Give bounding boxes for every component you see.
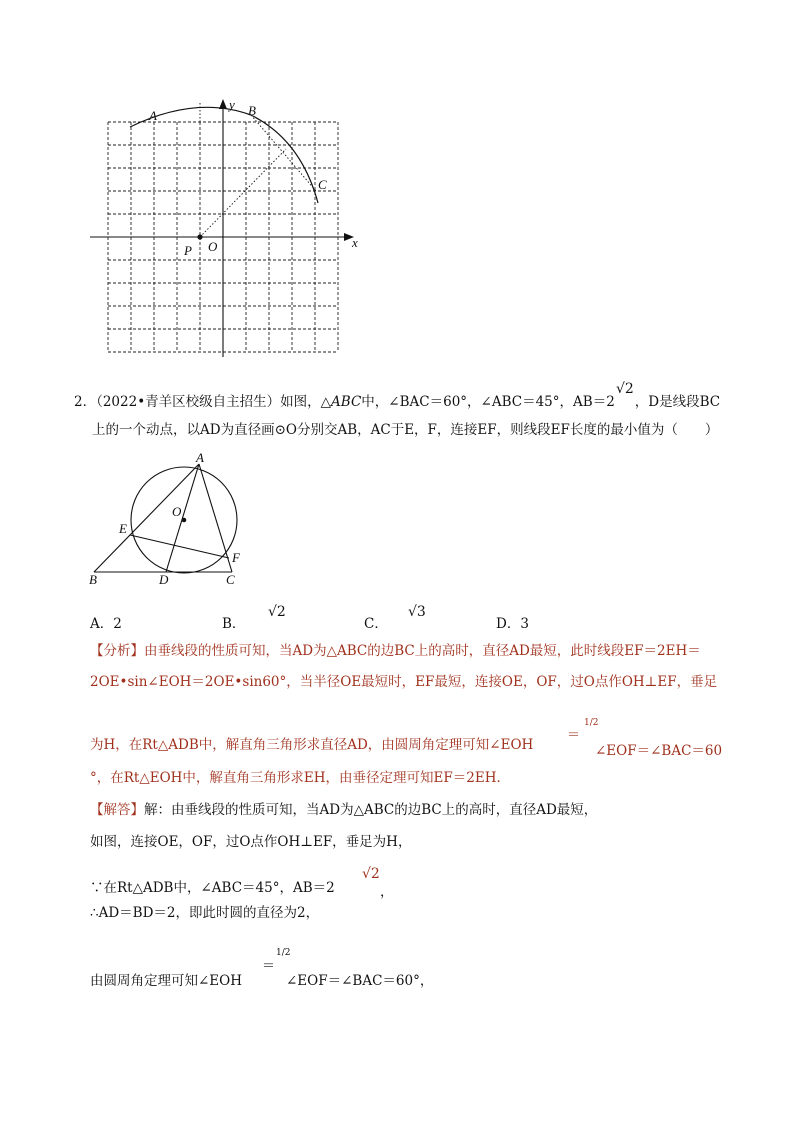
option-d: D．3 xyxy=(496,616,529,632)
analysis-line-4: °，在Rt△EOH中，解直角三角形求EH，由垂径定理可知EF＝2EH． xyxy=(90,770,510,786)
analysis-line-3-rest: ∠EOF＝∠BAC＝60 xyxy=(595,743,723,759)
fig2-label-C: C xyxy=(226,572,235,587)
question-2-line-2: 上的一个动点，以AD为直径画⊙O分别交AB，AC于E，F，连接EF，则线段EF长度的最小值为（ ） xyxy=(92,422,719,438)
analysis-half: 1/2 xyxy=(584,718,599,728)
option-b-value: √2 xyxy=(268,604,286,620)
q2-tail: ，D是线段BC xyxy=(634,394,721,410)
solution-line-5: 由圆周角定理可知∠EOH xyxy=(90,973,243,989)
analysis-text-1: 由垂线段的性质可知，当AD为△ABC的边BC上的高时，直径AD最短，此时线段EF＝2EH＝ xyxy=(144,643,701,659)
solution-tag: 【解答】 xyxy=(90,802,144,818)
q2-sqrt2: √2 xyxy=(616,381,634,397)
q2-abc: ABC xyxy=(331,394,362,410)
analysis-tag: 【分析】 xyxy=(90,643,144,659)
label-C: C xyxy=(318,177,327,192)
fig2-label-D: D xyxy=(159,572,169,587)
solution-line-1 xyxy=(90,800,597,820)
label-y: y xyxy=(229,97,235,112)
coordinate-grid-figure xyxy=(86,95,376,365)
circle-triangle-figure xyxy=(86,450,266,590)
analysis-line-3: 为H，在Rt△ADB中，解直角三角形求直径AD，由圆周角定理可知∠EOH xyxy=(90,737,534,753)
solution-half: 1/2 xyxy=(276,948,291,958)
solution-sqrt2: √2 xyxy=(362,866,380,882)
solution-eq: ＝ xyxy=(262,959,276,974)
solution-line-5-rest: ∠EOF＝∠BAC＝60°， xyxy=(286,973,434,989)
label-A: A xyxy=(149,108,157,123)
solution-line-3: ∵在Rt△ADB中，∠ABC＝45°，AB＝2 xyxy=(90,880,335,896)
label-B: B xyxy=(248,103,256,118)
label-O: O xyxy=(208,239,218,254)
option-c: C． xyxy=(364,616,388,632)
solution-line-3-end: ， xyxy=(380,884,394,900)
q2-rest: 中，∠BAC＝60°，∠ABC＝45°，AB＝2 xyxy=(361,394,615,410)
label-x: x xyxy=(352,235,358,250)
option-a: A．2 xyxy=(90,616,122,632)
fig2-label-B: B xyxy=(89,572,97,587)
fig2-label-E: E xyxy=(119,521,127,536)
solution-line-2: 如图，连接OE，OF，过O点作OH⊥EF，垂足为H， xyxy=(90,834,412,850)
fig2-label-A: A xyxy=(196,450,204,465)
label-P: P xyxy=(184,243,192,258)
analysis-line-2: 2OE•sin∠EOH＝2OE•sin60°，当半径OE最短时，EF最短，连接OE，OF，过O点作OH⊥EF，垂足 xyxy=(90,674,718,690)
analysis-line-1 xyxy=(90,641,701,661)
q2-prefix: 2．（2022•青羊区校级自主招生）如图，△ xyxy=(74,394,332,410)
solution-text-1: 解：由垂线段的性质可知，当AD为△ABC的边BC上的高时，直径AD最短， xyxy=(144,802,598,818)
solution-line-4: ∴AD＝BD＝2，即此时圆的直径为2， xyxy=(90,905,320,921)
option-c-value: √3 xyxy=(408,604,426,620)
analysis-eq: ＝ xyxy=(567,728,581,743)
fig2-label-F: F xyxy=(232,550,240,565)
option-b: B． xyxy=(222,616,246,632)
fig2-label-O: O xyxy=(172,504,182,519)
